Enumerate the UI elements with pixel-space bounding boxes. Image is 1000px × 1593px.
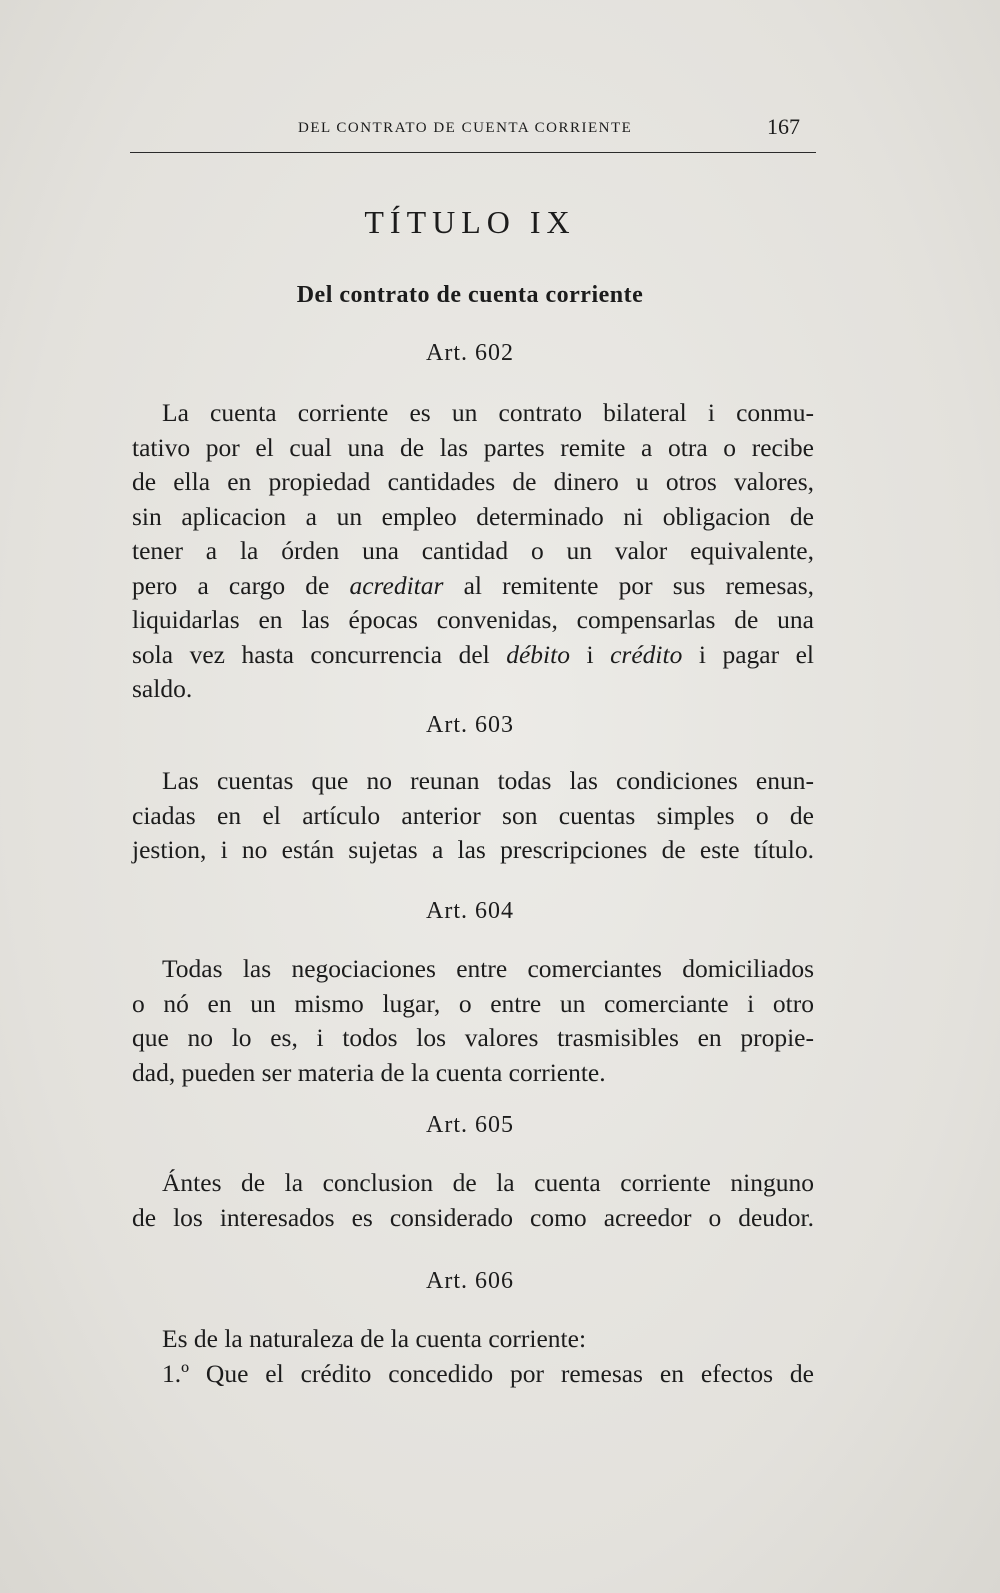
text-run: i [569, 639, 611, 669]
article-606-text [132, 1322, 814, 1391]
text-run: al remitente por sus remesas, [443, 570, 814, 600]
page-number: 167 [767, 114, 800, 139]
title-heading: TÍTULO IX [364, 204, 576, 240]
text-line: o nó en un mismo lugar, o entre un comerciante i otro [132, 988, 814, 1018]
text-line: sin aplicacion a un empleo determinado ni obligacion de [132, 501, 814, 531]
text-line: que no lo es, i todos los valores trasmisibles en propie- [132, 1023, 814, 1052]
running-head: DEL CONTRATO DE CUENTA CORRIENTE [298, 120, 633, 136]
text-line [132, 638, 814, 673]
text-line: Todas las negociaciones entre comerciantes domiciliados [162, 954, 814, 983]
italic-term: débito [506, 639, 570, 669]
article-heading-606: Art. 606 [426, 1268, 514, 1294]
text-line: Ántes de la conclusion de la cuenta corriente ninguno [162, 1168, 814, 1197]
page-header [130, 112, 810, 142]
text-line: liquidarlas en las épocas convenidas, compensarlas de una [132, 605, 814, 634]
italic-term: acreditar [349, 570, 444, 600]
article-602-text [132, 396, 814, 707]
article-heading-605: Art. 605 [426, 1112, 514, 1138]
article-605-text [132, 1166, 814, 1235]
text-line: tener a la órden una cantidad o un valor equivalente, [132, 536, 814, 565]
text-line: tativo por el cual una de las partes remite a otra o recibe [132, 432, 814, 462]
text-line: ciadas en el artículo anterior son cuentas simples o de [132, 800, 814, 830]
text-run: pero a cargo de [132, 570, 350, 600]
text-line: Es de la naturaleza de la cuenta corriente: [162, 1324, 587, 1353]
article-heading-604: Art. 604 [426, 898, 514, 924]
article-603-text [132, 764, 814, 868]
text-line: de los interesados es considerado como acreedor o deudor. [132, 1202, 814, 1232]
text-line: saldo. [132, 674, 193, 703]
text-line: La cuenta corriente es un contrato bilateral i conmu- [162, 398, 814, 427]
text-line: 1.º Que el crédito concedido por remesas en efectos de [162, 1358, 814, 1388]
italic-term: crédito [610, 639, 683, 669]
text-run: sola vez hasta concurrencia del [132, 639, 507, 669]
article-604-text [132, 952, 814, 1090]
text-line [132, 569, 814, 604]
title-subheading: Del contrato de cuenta corriente [296, 282, 644, 308]
text-line: dad, pueden ser materia de la cuenta corriente. [132, 1057, 606, 1087]
text-run: i pagar el [682, 639, 814, 669]
header-rule [130, 152, 816, 153]
text-line: jestion, i no están sujetas a las prescripciones de este título. [132, 835, 814, 864]
text-line: de ella en propiedad cantidades de dinero u otros valores, [132, 467, 814, 496]
text-line: Las cuentas que no reunan todas las condiciones enun- [162, 766, 814, 795]
article-heading-602: Art. 602 [426, 340, 514, 366]
article-heading-603: Art. 603 [426, 712, 514, 738]
